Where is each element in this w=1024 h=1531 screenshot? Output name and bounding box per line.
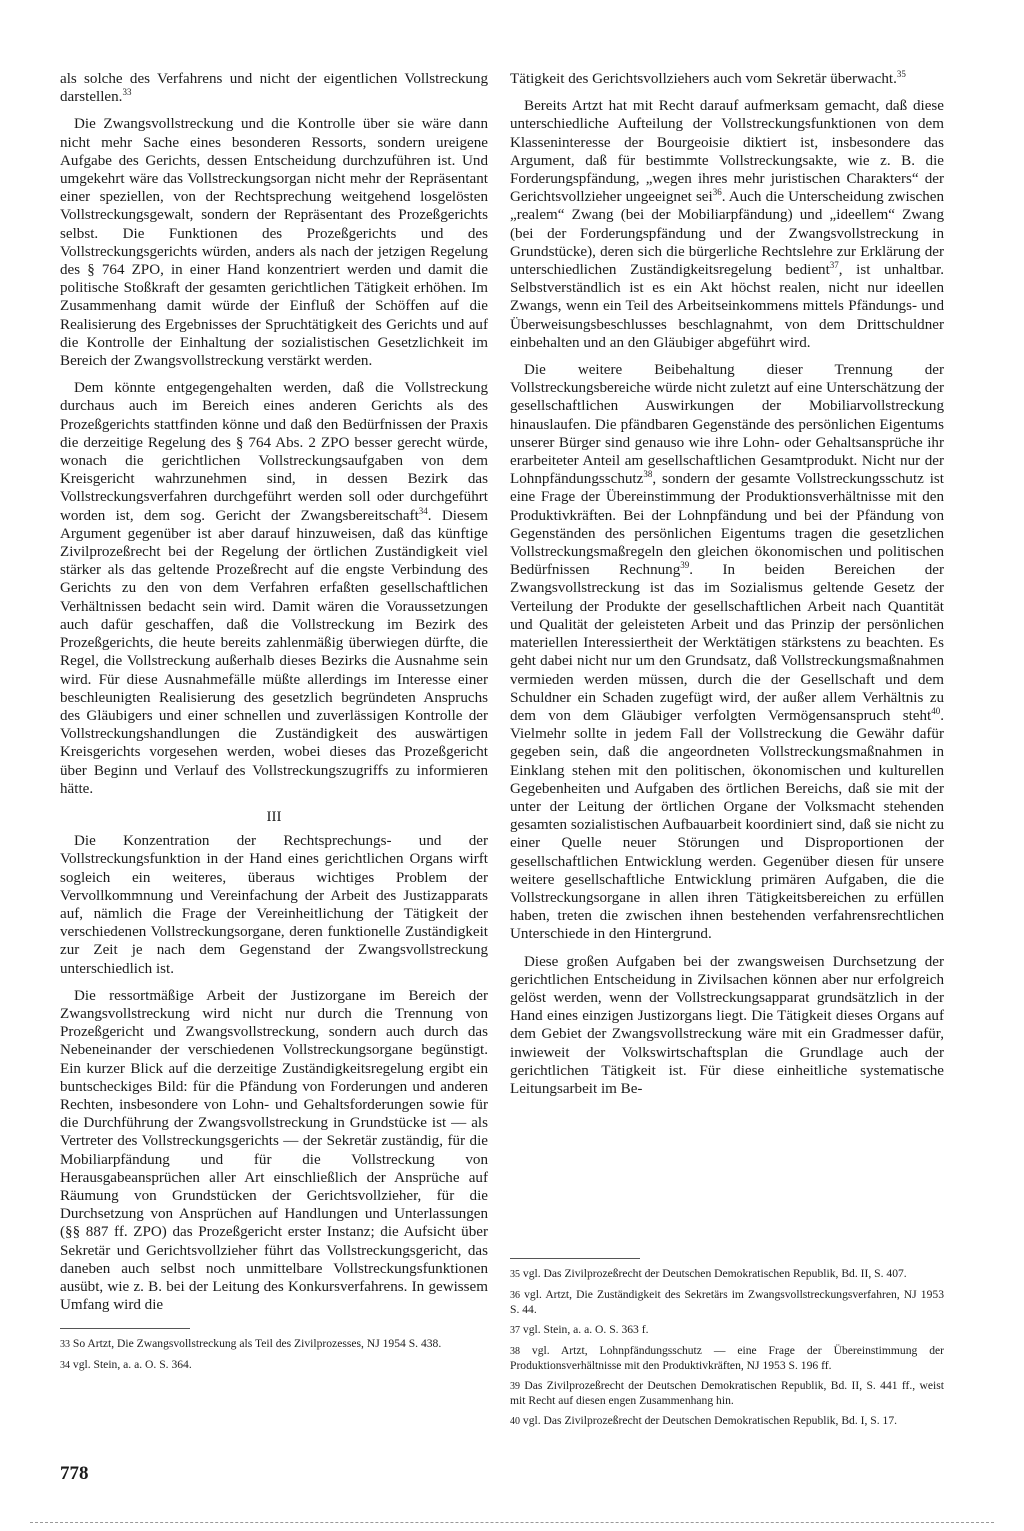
paragraph: Bereits Artzt hat mit Recht darauf aufmerksam gemacht, daß diese unterschiedliche Aufteilung der Vollstreckungsfunktionen von dem Klasseninteresse der Bourgeoisie diktiert ist, insbesondere das Argument, daß für bestimmte Vollstreckungsakte, wie z. B. die Forderungspfändung, „wegen ihres mehr juristischen Charakters“ der Gerichtsvollzieher ungeeignet sei$^{36}$. Auch die Unterscheidung zwischen „realem“ Zwang (bei der Mobiliarpfändung) und „ideellem“ Zwang (bei der Forderungspfändung und der Zwangsvollstreckung in Grundstücke), deren sich die bürgerliche Rechtslehre zur Erklärung der unterschiedlichen Zuständigkeitsregelung bedient$^{37}$, ist unhaltbar. Selbstverständlich ist es ein Akt höchst realen, nicht nur ideellen Zwangs, wenn ein Teil des Arbeitseinkommens mittels Pfändungs- und Überweisungsbeschlusses beschlagnahmt, von dem Drittschuldner einbehalten und an den Gläubiger abgeführt wird. (510, 98, 944, 351)
footnote: 36 vgl. Artzt, Die Zuständigkeit des Sekretärs im Zwangsvollstreckungsverfahren, NJ 1953 S. 44. (510, 1288, 944, 1316)
footnote-divider (60, 1328, 190, 1329)
page-edge-rule (30, 1522, 994, 1523)
footnote: 37 vgl. Stein, a. a. O. S. 363 f. (510, 1323, 649, 1336)
footnote: 33 So Artzt, Die Zwangsvollstreckung als Teil des Zivilprozesses, NJ 1954 S. 438. (60, 1337, 442, 1351)
section-heading: III (266, 808, 282, 825)
footnote-ref: 33 (122, 87, 132, 98)
footnote-ref: 36 (712, 187, 722, 198)
paragraph: Die Konzentration der Rechtsprechungs- und der Vollstreckungsfunktion in der Hand eines gerichtlichen Organs wirft sogleich ein weiteres, überaus wichtiges Problem der Vervollkommnung und Vereinfachung der Arbeit des Justizapparats auf, nämlich die Frage der Vereinheitlichung der Tätigkeit der verschiedenen Vollstreckungsorgane, deren funktionelle Zuständigkeit zur Zeit je nach dem Gegenstand der Zwangsvollstreckung unterschiedlich ist. (60, 833, 488, 977)
footnote: 38 vgl. Artzt, Lohnpfändungsschutz — eine Frage der Übereinstimmung der Produktionsverhältnisse mit den Produktivkräften, NJ 1953 S. 196 ff. (510, 1344, 945, 1372)
paragraph: Die weitere Beibehaltung dieser Trennung der Vollstreckungsbereiche würde nicht zuletzt auf eine Unterschätzung der gesellschaftlichen Auswirkungen der Mobiliarvollstreckung hinauslaufen. Die pfändbaren Gegenstände des persönlichen Eigentums unserer Bürger sind genauso wie ihre Lohn- oder Gehaltsansprüche ihr erarbeiteter Anteil am gesellschaftlichen Gesamtprodukt. Nicht nur der Lohnpfändungsschutz$^{38}$, sondern der gesamte Vollstreckungsschutz ist eine Frage der Übereinstimmung der Produktionsverhältnisse mit den Produktivkräften. Bei der Lohnpfändung und bei der Pfändung von Gegenständen des persönlichen Eigentums tragen die gesetzlichen Vollstreckungsmaßregeln den gleichen ökonomischen und politischen Bedürfnissen Rechnung$^{39}$. In beiden Bereichen der Zwangsvollstreckung ist das im Sozialismus geltende Gesetz der Verteilung der Produkte der gesellschaftlichen Arbeit nach Quantität und Qualität der geleisteten Arbeit und das Prinzip der persönlichen materiellen Interessiertheit der Werktätigen stärkstens zu beachten. Es geht dabei nicht nur um den Grundsatz, daß Vollstreckungsmaßnahmen vermieden werden müssen, durch die der Gesellschaft und dem Schuldner ein Schaden zugefügt wird, der außer allem Verhältnis zu dem von dem Gläubiger verfolgten Vermögensanspruch steht$^{40}$. Vielmehr sollte in jedem Fall der Vollstreckung die Gewähr dafür gegeben sein, daß die angeordneten Vollstreckungsmaßnahmen in Einklang stehen mit den politischen, ökonomischen und kulturellen Gegebenheiten und Aufgaben des örtlichen Bereichs, daß sie mit der unter der Leitung der örtlichen Organe der Volksmacht stehenden gesamten sozialistischen Aufbauarbeit koordiniert sind, daß sie nicht zu einer Quelle neuer Störungen und Disproportionen der gesellschaftlichen Entwicklung werden. Gegenüber diesen für unsere weitere gesellschaftliche Entwicklung primären Aufgaben, die die Vollstreckungsorgane in allen ihren Tätigkeitsbereichen zu erfüllen haben, treten die zwischen ihnen bestehenden verfahrensrechtlichen Unterschiede in den Hintergrund. (510, 362, 945, 943)
footnote-ref: 40 (931, 705, 941, 716)
paragraph: Dem könnte entgegengehalten werden, daß die Vollstreckung durchaus auch im Bereich eines anderen Gerichts als des Prozeßgerichts stattfinden könne und daß den Bedürfnissen der Praxis die derzeitige Regelung des § 764 Abs. 2 ZPO besser gerecht würde, wonach die gerichtlichen Vollstreckungsaufgaben von dem Kreisgericht wahrzunehmen sind, in dessen Bezirk das Vollstreckungsverfahren durchgeführt werden soll oder durchgeführt worden ist, dem sog. Gericht der Zwangsbereitschaft$^{34}$. Diesem Argument gegenüber ist aber darauf hinzuweisen, daß das künftige Zivilprozeßrecht bei der Regelung der örtlichen Zuständigkeit viel stärker als das geltende Prozeßrecht auf die engste Verbindung des Gerichts zu den von dem Verfahren erfaßten gesellschaftlichen Verhältnissen bedacht sein wird. Damit wären die Voraussetzungen auch dafür geschaffen, daß die Vollstreckung im Bezirk des Prozeßgerichts, die heute bereits zahlenmäßig überwiegen dürfte, die Regel, die Vollstreckung außerhalb dieses Bezirks die Ausnahme sein wird. Für diese Ausnahmefälle müßte allerdings im Interesse einer beschleunigten Realisierung des gesetzlich begründeten Anspruchs des Gläubigers und einer schnellen und zuverlässigen Kontrolle der Vollstreckungshandlungen die Zuständigkeit des auswärtigen Kreisgerichts vorgesehen werden, wobei dieses das Prozeßgericht über Beginn und Verlauf des Vollstreckungszugriffs zu informieren hätte. (60, 380, 488, 797)
footnote-ref: 37 (829, 260, 839, 270)
paragraph: Tätigkeit des Gerichtsvollziehers auch vom Sekretär überwacht.$^{35}$ (510, 68, 906, 87)
paragraph: als solche des Verfahrens und nicht der eigentlichen Vollstreckung darstellen.$^{33}$ (60, 71, 488, 106)
footnote: 40 vgl. Das Zivilprozeßrecht der Deutschen Demokratischen Republik, Bd. I, S. 17. (510, 1414, 898, 1427)
footnotes-right (510, 1244, 944, 1435)
footnote-ref: 38 (643, 469, 653, 480)
footnote: 34 vgl. Stein, a. a. O. S. 364. (60, 1358, 192, 1372)
right-column (510, 70, 944, 1107)
footnote-divider (510, 1258, 640, 1259)
paragraph: Die Zwangsvollstreckung und die Kontrolle über sie wäre dann nicht mehr Sache eines besonderen Ressorts, sondern ureigene Aufgabe des Gerichts, dessen Entscheidung durchzuführen ist. Und umgekehrt wäre das Vollstreckungsorgan nicht mehr der Repräsentant einer speziellen, von der Rechtsprechung weitgehend losgelösten Vollstreckungsgewalt, sondern der Repräsentant des Prozeßgerichts selbst. Die Funktionen des Prozeßgerichts und des Vollstreckungsgerichts würden, anders als nach der jetzigen Regelung des § 764 ZPO, in einer Hand konzentriert werden und damit die politische Stoßkraft der gesamten gerichtlichen Tätigkeit erhöhen. Im Zusammenhang damit würde der Einfluß der Schöffen auf die Realisierung des Ergebnisses der Spruchtätigkeit des Gerichts und auf die Kontrolle der Einhaltung der sozialistischen Gesetzlichkeit im Bereich der Zwangsvollstreckung verstärkt werden. (60, 116, 488, 370)
page-number: 778 (60, 1463, 89, 1484)
footnote-ref: 39 (680, 560, 690, 571)
paragraph: Diese großen Aufgaben bei der zwangsweisen Durchsetzung der gerichtlichen Entscheidung in Zivilsachen können aber nur erfolgreich gelöst werden, wenn der Vollstreckungsapparat grundsätzlich in der Hand eines einzigen Justizorgans liegt. Die Tätigkeit dieses Organs auf dem Gebiet der Zwangsvollstreckung wäre mit ein Gradmesser dafür, inwieweit der Volkswirtschaftsplan die Grundlage auch der gerichtlichen Tätigkeit ist. Für diese einheitliche systematische Leitungsarbeit im Be- (510, 953, 944, 1097)
paragraph: Die ressortmäßige Arbeit der Justizorgane im Bereich der Zwangsvollstreckung wird nicht nur durch die Trennung von Prozeßgericht und Zwangsvollstreckung, sondern auch durch das Nebeneinander der verschiedenen Vollstreckungsorgane begünstigt. Ein kurzer Blick auf die derzeitige Zuständigkeitsregelung ergibt ein buntscheckiges Bild: für die Pfändung von Forderungen und anderen Rechten, insbesondere von Lohn- und Gehaltsforderungen sowie für die Durchführung der Zwangsvollstreckung in Grundstücke ist — als Vertreter des Vollstreckungsgerichts — der Sekretär zuständig, für die Mobiliarpfändung und für die Vollstreckung von Herausgabeansprüchen aller Art einschließlich der Ansprüche auf Räumung von Grundstücken der Gerichtsvollzieher, für die Durchsetzung von Ansprüchen auf Handlungen und Unterlassungen (§§ 887 ff. ZPO) das Prozeßgericht erster Instanz; die Aufsicht über Sekretär und Gerichtsvollzieher führt das Vollstreckungsgericht, das daneben auch selbst noch unmittelbare Vollstreckungsfunktionen ausübt, wie z. B. bei der Leitung des Konkursverfahrens. In gewissem Umfang wird die (60, 987, 488, 1314)
footnote-ref: 35 (896, 68, 906, 79)
footnote: 39 Das Zivilprozeßrecht der Deutschen Demokratischen Republik, Bd. II, S. 441 ff., weist mit Recht auf diesen engen Zusammenhang hin. (510, 1379, 944, 1407)
left-column (60, 70, 488, 1379)
footnote: 35 vgl. Das Zivilprozeßrecht der Deutschen Demokratischen Republik, Bd. II, S. 407. (510, 1267, 907, 1280)
footnote-ref: 34 (418, 505, 428, 516)
